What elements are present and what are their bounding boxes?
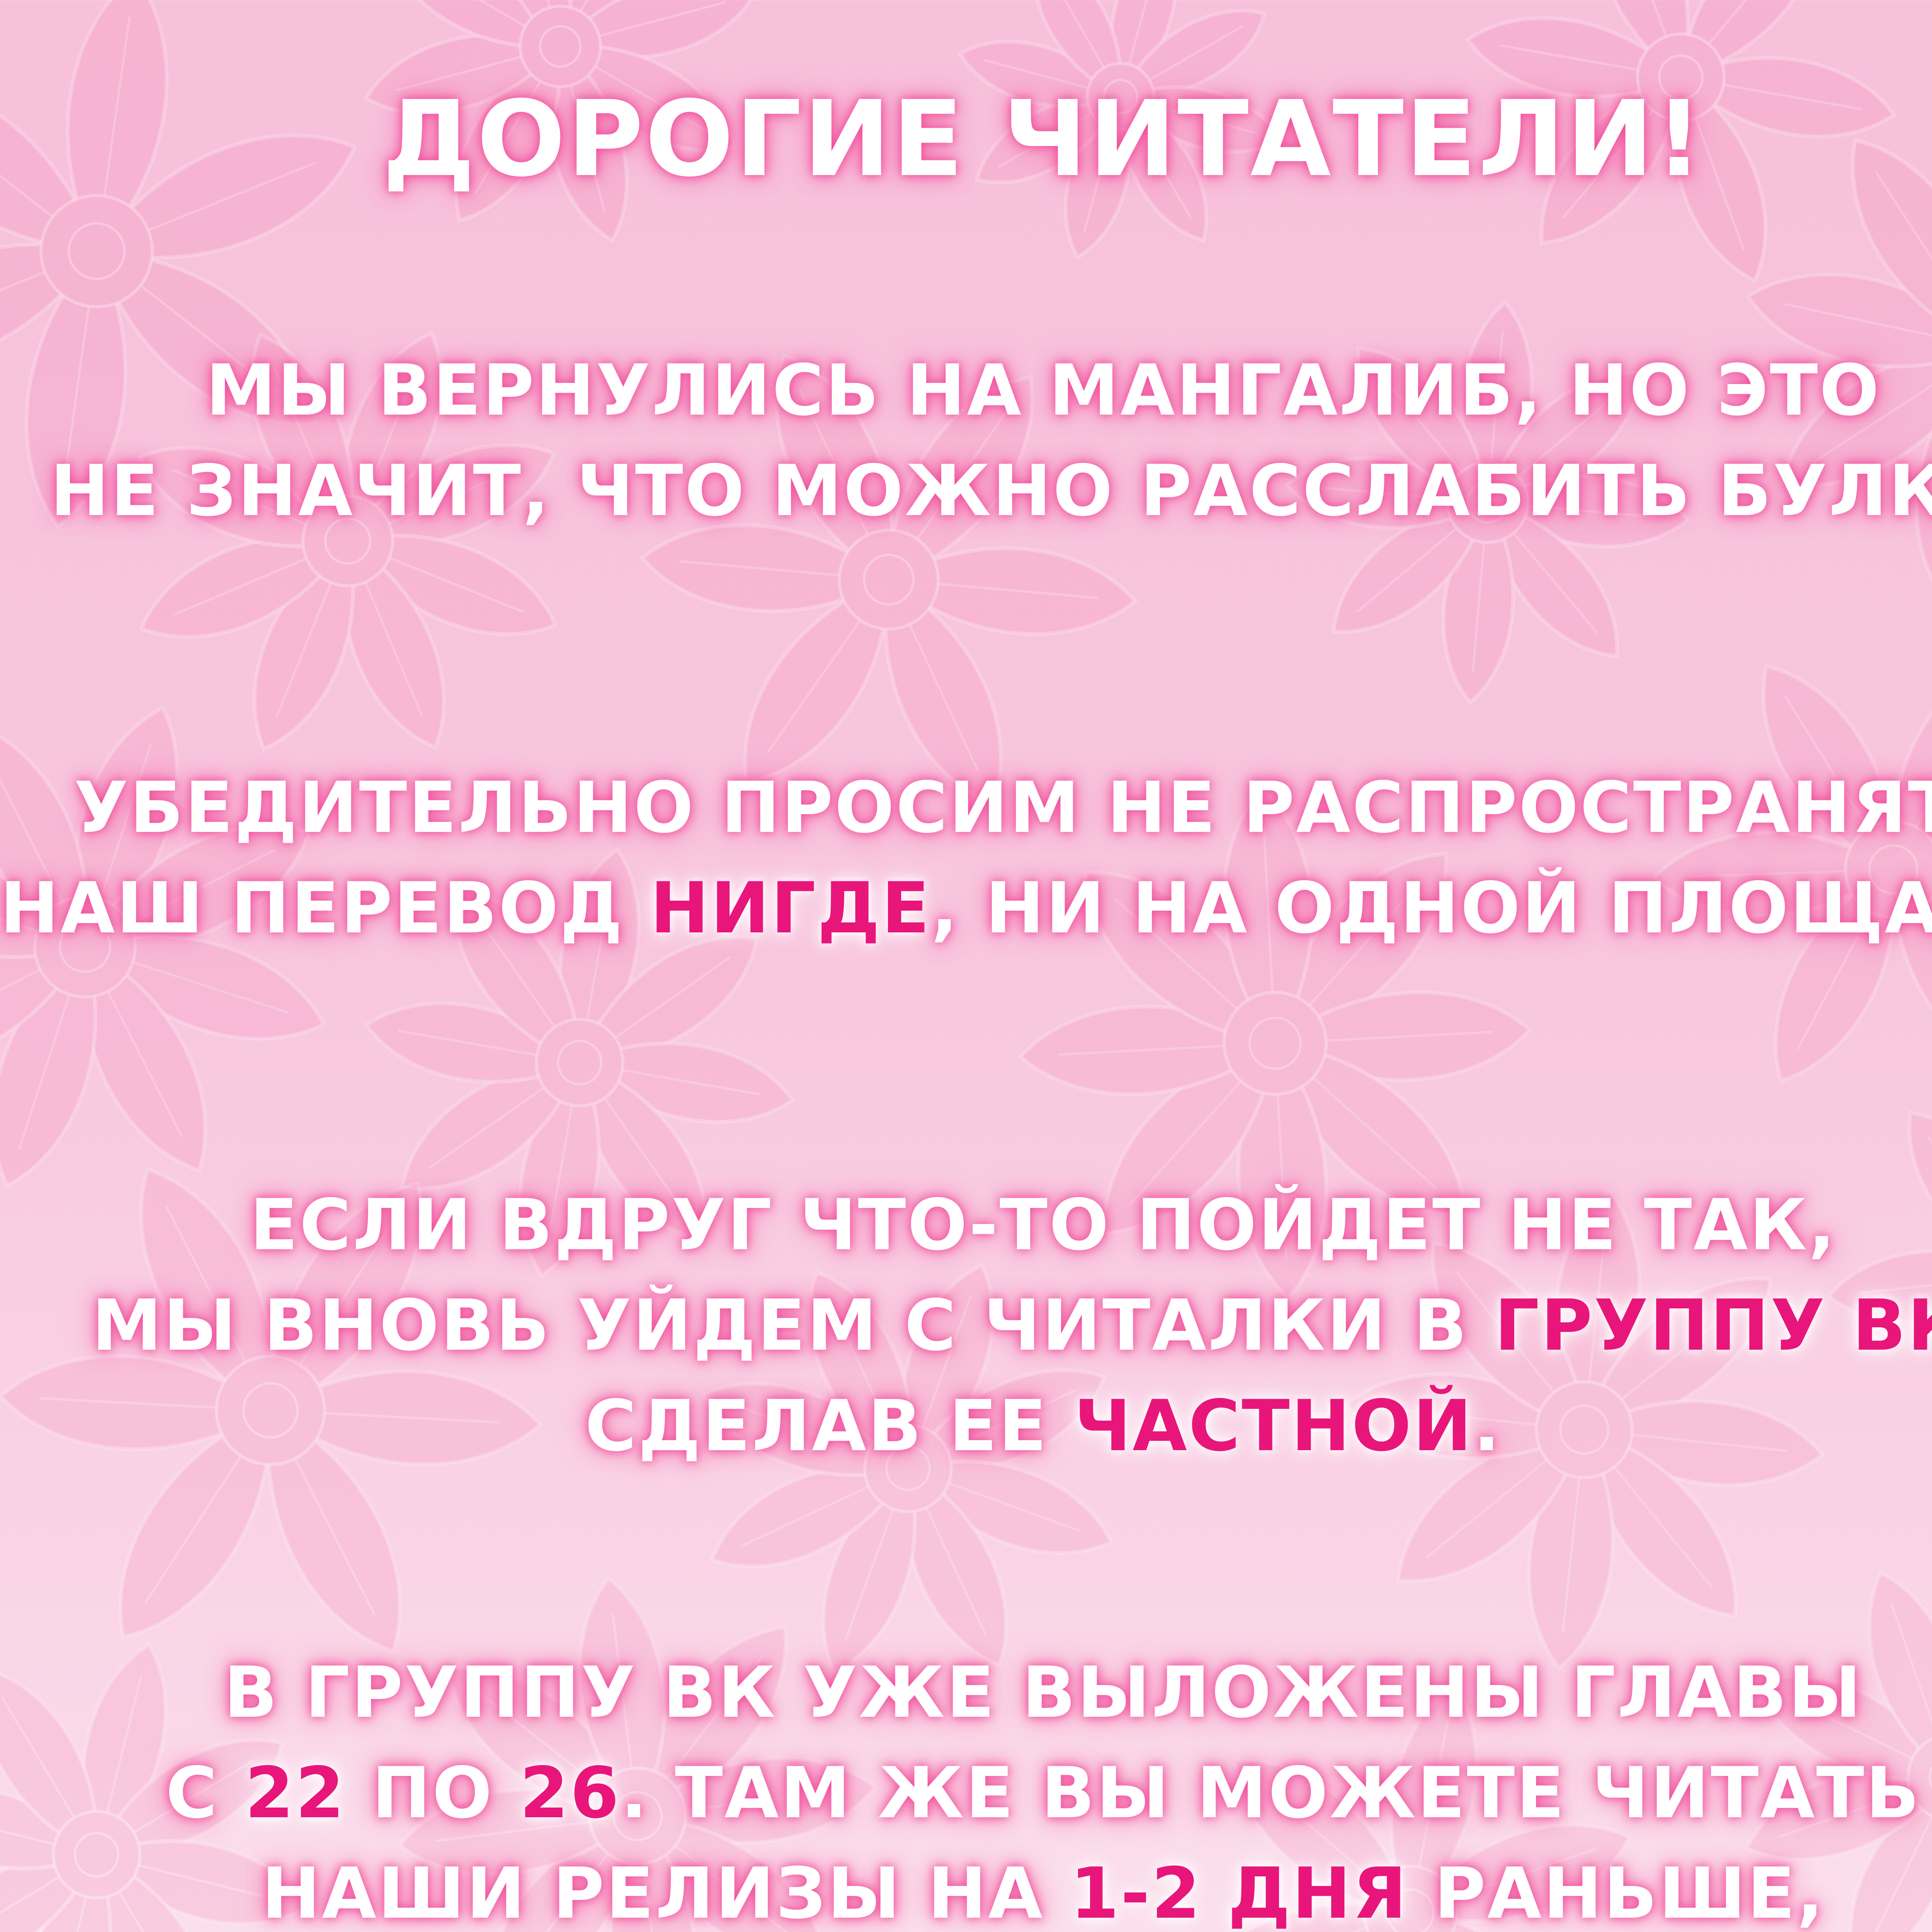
- text-segment: РАНЬШЕ,: [1408, 1852, 1825, 1932]
- text-segment: .: [1473, 1385, 1502, 1467]
- highlight-days-early: 1-2 ДНЯ: [1070, 1852, 1408, 1932]
- text-segment: МЫ ВНОВЬ УЙДЕМ С ЧИТАЛКИ В: [92, 1284, 1495, 1366]
- paragraph-return: [0, 340, 1932, 541]
- text-segment: НАШ ПЕРЕВОД: [0, 867, 650, 949]
- text-segment: СДЕЛАВ ЕЕ: [585, 1385, 1074, 1467]
- paragraph-line: В ГРУППУ ВК УЖЕ ВЫЛОЖЕНЫ ГЛАВЫ: [0, 1642, 1932, 1743]
- highlight-vk-group: ГРУППУ ВК: [1495, 1284, 1932, 1366]
- text-segment: . ТАМ ЖЕ ВЫ МОЖЕТЕ ЧИТАТЬ: [621, 1752, 1921, 1834]
- page-title: ДОРОГИЕ ЧИТАТЕЛИ!: [0, 77, 1932, 201]
- text-segment: НАШИ РЕЛИЗЫ НА: [262, 1852, 1070, 1932]
- text-segment: , НИ НА ОДНОЙ ПЛОЩА: [931, 867, 1932, 949]
- paragraph-line: ЕСЛИ ВДРУГ ЧТО-ТО ПОЙДЕТ НЕ ТАК,: [0, 1175, 1932, 1275]
- paragraph-line: [0, 1743, 1932, 1843]
- paragraph-line: [0, 1275, 1932, 1376]
- paragraph-line: УБЕДИТЕЛЬНО ПРОСИМ НЕ РАСПРОСТРАНЯТЬ: [0, 757, 1932, 858]
- highlight-private: ЧАСТНОЙ: [1074, 1385, 1473, 1467]
- text-segment: С: [166, 1752, 245, 1834]
- paragraph-line: МЫ ВЕРНУЛИСЬ НА МАНГАЛИБ, НО ЭТО: [0, 340, 1932, 440]
- text-segment: ПО: [346, 1752, 520, 1834]
- paragraph-fallback: [0, 1175, 1932, 1476]
- highlight-chapter-start: 22: [245, 1752, 346, 1834]
- highlight-chapter-end: 26: [520, 1752, 621, 1834]
- paragraph-line: НЕ ЗНАЧИТ, ЧТО МОЖНО РАССЛАБИТЬ БУЛКИ.: [0, 440, 1932, 541]
- paragraph-line: [0, 1376, 1932, 1476]
- paragraph-no-redistribution: [0, 757, 1932, 958]
- paragraph-line: [0, 1843, 1932, 1932]
- paragraph-line: [0, 858, 1932, 958]
- highlight-nowhere: НИГДЕ: [650, 867, 931, 949]
- paragraph-chapters: [0, 1642, 1932, 1932]
